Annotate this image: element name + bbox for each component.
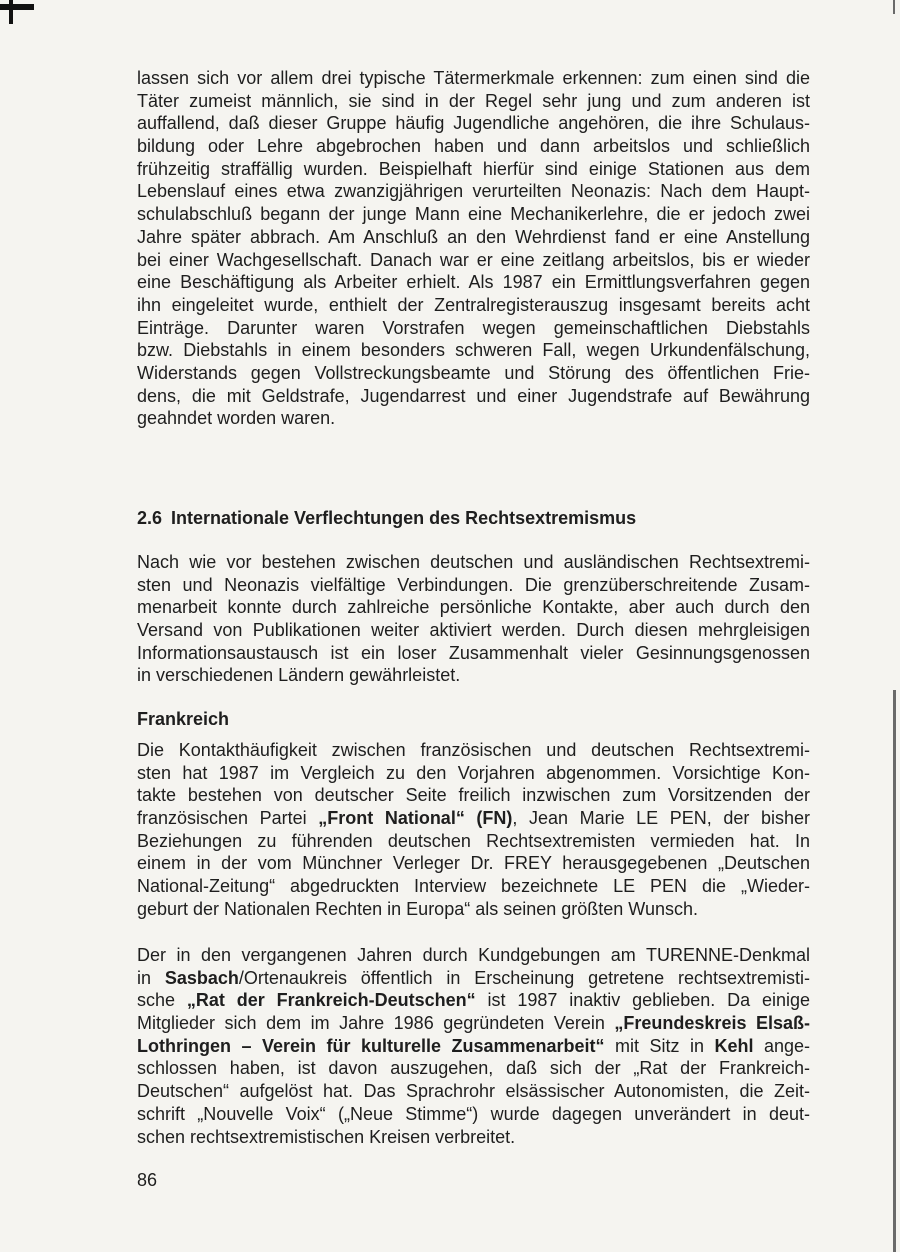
text-segment: , Jean Marie LE PEN, der bisher [512, 808, 810, 829]
text-segment: ist 1987 inaktiv geblieben. Da einige [475, 990, 810, 1011]
paragraph [137, 739, 810, 921]
text-line: Nach wie vor bestehen zwischen deutschen und ausländischen Rechtsextremi- [137, 552, 810, 572]
text-line: Deutschen“ aufgelöst hat. Das Sprachrohr elsässischer Autonomisten, die Zeit- [137, 1081, 810, 1102]
text-segment: in [137, 967, 165, 988]
text-segment: mit Sitz in [604, 1035, 715, 1056]
text-line: bei einer Wachgesellschaft. Danach war er eine zeitlang arbeitslos, bis er wieder [137, 249, 810, 270]
text-line: frühzeitig straffällig wurden. Beispielhaft hierfür sind einige Stationen aus dem [137, 158, 810, 179]
bold-text: Kehl [714, 1035, 754, 1056]
text-line [137, 967, 810, 990]
page-number: 86 [137, 1170, 158, 1190]
text-line: dens, die mit Geldstrafe, Jugendarrest und einer Jugendstrafe auf Bewährung [137, 385, 810, 406]
bold-text: „Rat der Frankreich-Deutschen“ [186, 990, 476, 1011]
section-number: 2.6 [137, 508, 163, 528]
text-line: lassen sich vor allem drei typische Tätermerkmale erkennen: zum einen sind die [137, 68, 810, 88]
text-line: in verschiedenen Ländern gewährleistet. [137, 665, 461, 686]
text-line [137, 989, 810, 1012]
text-line: takte bestehen von deutscher Seite freilich inzwischen zum Vorsitzenden der [137, 785, 810, 806]
text-line: Beziehungen zu führenden deutschen Rechtsextremisten vermieden hat. In [137, 830, 810, 851]
text-line: Informationsaustausch ist ein loser Zusammenhalt vieler Gesinnungsgenossen [137, 642, 810, 663]
text-line: Der in den vergangenen Jahren durch Kundgebungen am TURENNE-Denkmal [137, 945, 810, 965]
text-line: sten hat 1987 im Vergleich zu den Vorjahren abgenommen. Vorsichtige Kon- [137, 762, 810, 783]
text-line: Versand von Publikationen weiter aktiviert werden. Durch diesen mehrgleisigen [137, 620, 810, 641]
text-line: schulabschluß begann der junge Mann eine Mechanikerlehre, die er jedoch zwei [137, 204, 810, 225]
text-segment: sche [137, 990, 187, 1011]
text-line: schrift „Nouvelle Voix“ („Neue Stimme“) wurde dagegen unverändert in deut- [137, 1103, 810, 1124]
paragraph [137, 944, 810, 1148]
scan-mark-top-left-stem [9, 0, 13, 24]
text-line [137, 1035, 810, 1058]
text-line: ihn eingeleitet wurde, enthielt der Zentralregisterauszug insgesamt bereits acht [137, 294, 810, 315]
page-edge-top-right [893, 0, 895, 14]
text-line: eine Beschäftigung als Arbeiter erhielt. Als 1987 ein Ermittlungsverfahren gegen [137, 272, 810, 293]
text-line: sten und Neonazis vielfältige Verbindungen. Die grenzüberschreitende Zusam- [137, 574, 810, 595]
text-line: bildung oder Lehre abgebrochen haben und dann arbeitslos und schließlich [137, 136, 810, 157]
text-line: einem in der vom Münchner Verleger Dr. FREY herausgegebenen „Deutschen [137, 853, 810, 874]
section-heading [137, 507, 810, 530]
section-title: Internationale Verflechtungen des Rechtsextremismus [171, 508, 637, 528]
text-segment: ange- [753, 1035, 811, 1056]
page-edge-right [893, 690, 896, 1252]
text-line: geahndet worden waren. [137, 408, 336, 429]
text-segment: Mitglieder sich dem im Jahre 1986 gegründeten Verein [137, 1013, 615, 1034]
bold-text: „Freundeskreis Elsaß- [614, 1013, 810, 1034]
text-line: Widerstands gegen Vollstreckungsbeamte und Störung des öffentlichen Frie- [137, 362, 810, 383]
paragraph [137, 551, 810, 687]
paragraph [137, 67, 810, 430]
bold-text: Sasbach [164, 967, 239, 988]
text-line: menarbeit konnte durch zahlreiche persönliche Kontakte, aber auch durch den [137, 597, 810, 618]
text-line [137, 1012, 810, 1035]
text-segment: /Ortenaukreis öffentlich in Erscheinung getretene rechtsextremisti- [238, 967, 811, 988]
scan-mark-top-left [0, 4, 34, 10]
text-segment: französischen Partei [137, 808, 319, 829]
text-line: Einträge. Darunter waren Vorstrafen wegen gemeinschaftlichen Diebstahls [137, 317, 810, 338]
text-line: National-Zeitung“ abgedruckten Interview bezeichnete LE PEN die „Wieder- [137, 876, 810, 897]
text-line: schlossen haben, ist davon auszugehen, daß sich der „Rat der Frankreich- [137, 1058, 810, 1079]
subheading: Frankreich [137, 709, 230, 729]
bold-text: Lothringen – Verein für kulturelle Zusammenarbeit“ [137, 1035, 605, 1056]
text-line: Die Kontakthäufigkeit zwischen französischen und deutschen Rechtsextremi- [137, 740, 810, 760]
text-line: schen rechtsextremistischen Kreisen verbreitet. [137, 1126, 516, 1147]
text-line: Täter zumeist männlich, sie sind in der Regel sehr jung und zum anderen ist [137, 90, 810, 111]
text-line [137, 807, 810, 830]
text-line: bzw. Diebstahls in einem besonders schweren Fall, wegen Urkundenfälschung, [137, 340, 810, 361]
text-line: Jahre später abbrach. Am Anschluß an den Wehrdienst fand er eine Anstellung [137, 226, 810, 247]
bold-text: „Front National“ (FN) [318, 808, 513, 829]
text-line: geburt der Nationalen Rechten in Europa“ als seinen größten Wunsch. [137, 898, 698, 919]
text-line: auffallend, daß dieser Gruppe häufig Jugendliche angehören, die ihre Schulaus- [137, 113, 810, 134]
text-line: Lebenslauf eines etwa zwanzigjährigen verurteilten Neonazis: Nach dem Haupt- [137, 181, 810, 202]
